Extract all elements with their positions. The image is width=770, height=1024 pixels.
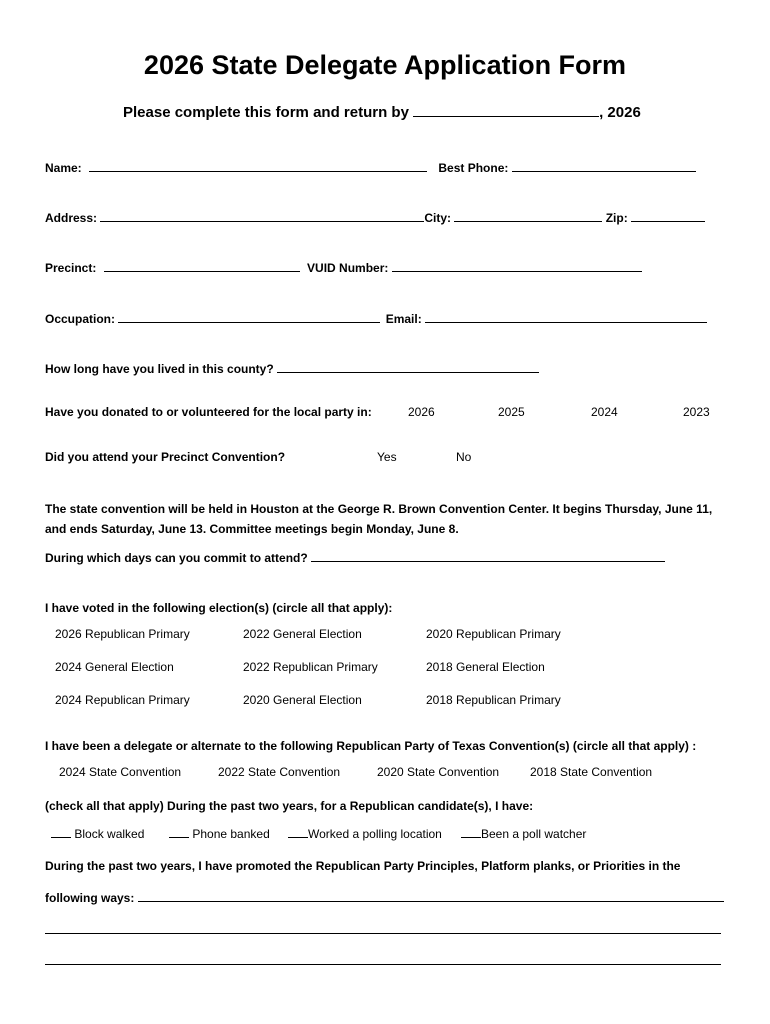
checkbox-blank[interactable] bbox=[288, 825, 308, 838]
activity-label: Phone banked bbox=[192, 827, 270, 841]
vuid-field[interactable] bbox=[392, 259, 642, 272]
donated-year-2025[interactable]: 2025 bbox=[498, 405, 525, 419]
precinct-convention-question: Did you attend your Precinct Convention? bbox=[45, 450, 286, 464]
delegate-heading: I have been a delegate or alternate to the following Republican Party of Texas Convention(s) (circle all that apply) : bbox=[45, 739, 697, 753]
name-label: Name: bbox=[45, 161, 82, 175]
address-row bbox=[45, 209, 705, 225]
donated-year-2023[interactable]: 2023 bbox=[683, 405, 710, 419]
donated-question: Have you donated to or volunteered for the local party in: bbox=[45, 405, 372, 419]
vuid-label: VUID Number: bbox=[307, 261, 389, 275]
election-option[interactable]: 2024 Republican Primary bbox=[55, 693, 190, 707]
donated-year-2024[interactable]: 2024 bbox=[591, 405, 618, 419]
return-year-label: , 2026 bbox=[599, 104, 641, 121]
address-label: Address: bbox=[45, 211, 98, 225]
election-option[interactable]: 2020 Republican Primary bbox=[426, 627, 561, 641]
occupation-row bbox=[45, 310, 707, 326]
delegate-option[interactable]: 2022 State Convention bbox=[218, 765, 341, 779]
election-option[interactable]: 2026 Republican Primary bbox=[55, 627, 190, 641]
occupation-field[interactable] bbox=[118, 310, 380, 323]
county-row bbox=[45, 360, 539, 376]
promoted-label: following ways: bbox=[45, 891, 135, 905]
election-option[interactable]: 2018 Republican Primary bbox=[426, 693, 561, 707]
election-option[interactable]: 2024 General Election bbox=[55, 660, 174, 674]
return-by-label: Please complete this form and return by bbox=[123, 104, 409, 121]
donated-year-2026[interactable]: 2026 bbox=[408, 405, 435, 419]
city-field[interactable] bbox=[454, 209, 602, 222]
activity-label: Worked a polling location bbox=[308, 827, 442, 841]
activity-label: Block walked bbox=[74, 827, 145, 841]
activity-block-walked[interactable] bbox=[51, 825, 144, 841]
email-field[interactable] bbox=[425, 310, 707, 323]
email-label: Email: bbox=[385, 312, 422, 326]
return-by-line bbox=[123, 104, 641, 121]
precinct-convention-yes[interactable]: Yes bbox=[377, 450, 397, 464]
convention-info-line1: The state convention will be held in Houston at the George R. Brown Convention Center. It begins Thursday, June 11, bbox=[45, 502, 713, 516]
zip-field[interactable] bbox=[631, 209, 705, 222]
name-row bbox=[45, 159, 696, 175]
checkbox-blank[interactable] bbox=[461, 825, 481, 838]
election-option[interactable]: 2020 General Election bbox=[243, 693, 362, 707]
checkbox-blank[interactable] bbox=[169, 825, 189, 838]
form-title: 2026 State Delegate Application Form bbox=[143, 50, 627, 80]
convention-info-line2: and ends Saturday, June 13. Committee meetings begin Monday, June 8. bbox=[45, 522, 459, 536]
attend-days-row bbox=[45, 549, 665, 565]
promoted-extra-line[interactable] bbox=[45, 933, 721, 934]
address-field[interactable] bbox=[100, 209, 424, 222]
best-phone-field[interactable] bbox=[512, 159, 696, 172]
precinct-row bbox=[45, 259, 642, 275]
activity-poll-watcher[interactable] bbox=[461, 825, 586, 841]
election-option[interactable]: 2018 General Election bbox=[426, 660, 545, 674]
precinct-convention-no[interactable]: No bbox=[456, 450, 472, 464]
checkbox-blank[interactable] bbox=[51, 825, 71, 838]
election-option[interactable]: 2022 Republican Primary bbox=[243, 660, 378, 674]
election-option[interactable]: 2022 General Election bbox=[243, 627, 362, 641]
city-label: City: bbox=[424, 211, 452, 225]
county-label: How long have you lived in this county? bbox=[45, 362, 274, 376]
zip-label: Zip: bbox=[605, 211, 628, 225]
name-field[interactable] bbox=[89, 159, 427, 172]
delegate-option[interactable]: 2020 State Convention bbox=[377, 765, 500, 779]
elections-heading: I have voted in the following election(s) (circle all that apply): bbox=[45, 601, 393, 615]
activities-heading: (check all that apply) During the past two years, for a Republican candidate(s), I have: bbox=[45, 799, 534, 813]
activity-phone-banked[interactable] bbox=[169, 825, 270, 841]
activity-polling-location[interactable] bbox=[288, 825, 442, 841]
promoted-row bbox=[45, 889, 724, 905]
promoted-field[interactable] bbox=[138, 889, 724, 902]
activity-label: Been a poll watcher bbox=[481, 827, 587, 841]
delegate-option[interactable]: 2018 State Convention bbox=[530, 765, 653, 779]
promoted-extra-line[interactable] bbox=[45, 964, 721, 965]
county-field[interactable] bbox=[277, 360, 539, 373]
best-phone-label: Best Phone: bbox=[438, 161, 509, 175]
promoted-line1: During the past two years, I have promoted the Republican Party Principles, Platform planks, or Priorities in the bbox=[45, 859, 681, 873]
delegate-option[interactable]: 2024 State Convention bbox=[59, 765, 182, 779]
occupation-label: Occupation: bbox=[45, 312, 116, 326]
precinct-label: Precinct: bbox=[45, 261, 97, 275]
attend-days-label: During which days can you commit to attend? bbox=[45, 551, 308, 565]
precinct-field[interactable] bbox=[104, 259, 300, 272]
attend-days-field[interactable] bbox=[311, 549, 665, 562]
return-date-blank[interactable] bbox=[413, 104, 599, 117]
